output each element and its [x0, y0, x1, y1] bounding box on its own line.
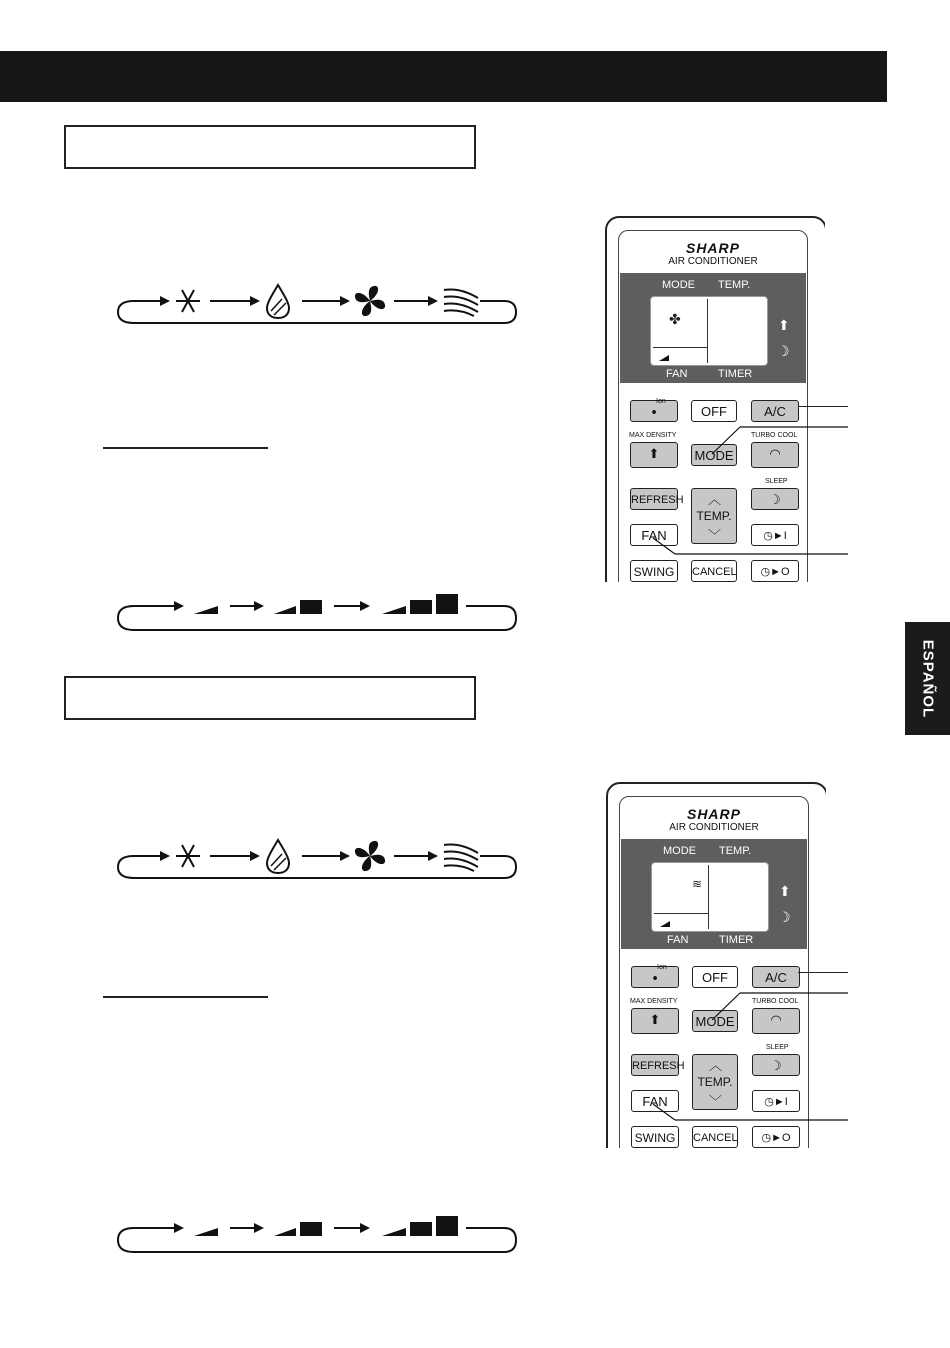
ion-button[interactable]: ꔷ	[631, 966, 679, 988]
brand-subtitle: AIR CONDITIONER	[669, 822, 759, 833]
display-fan-label: FAN	[667, 934, 689, 946]
airflow-icon	[444, 289, 478, 316]
moon-icon: ☽	[769, 492, 781, 507]
turbo-cool-label: TURBO COOL	[752, 998, 799, 1005]
gauge-icon: ◠	[769, 446, 781, 461]
temp-down-icon[interactable]: ﹀	[708, 528, 722, 543]
lcd-screen	[651, 862, 769, 932]
ac-button[interactable]: A/C	[752, 966, 800, 988]
ion-label: Ion	[656, 398, 666, 405]
display-panel	[620, 273, 806, 383]
clock-off-icon: ◷►O	[761, 1132, 791, 1144]
refresh-button[interactable]: REFRESH	[631, 1054, 679, 1076]
max-density-indicator-icon: ⬆	[779, 883, 791, 899]
lcd-screen	[650, 296, 768, 366]
max-density-indicator-icon: ⬆	[778, 317, 790, 333]
header-bar	[0, 51, 887, 102]
display-temp-label: TEMP.	[718, 279, 751, 291]
refresh-button[interactable]: REFRESH	[630, 488, 678, 510]
sleep-button[interactable]	[751, 488, 799, 510]
brand-subtitle: AIR CONDITIONER	[668, 256, 758, 267]
fan-level-indicator	[660, 921, 670, 927]
clock-on-icon: ◷►I	[764, 1096, 788, 1108]
callout-line-ac-1	[798, 406, 848, 407]
airflow-icon: ≋	[692, 877, 703, 891]
display-timer-label: TIMER	[718, 368, 753, 380]
snowflake-icon	[176, 845, 200, 867]
sleep-indicator-icon: ☽	[777, 343, 790, 359]
section-title-box-2	[64, 676, 476, 720]
callout-line-mode-2	[700, 990, 850, 1026]
sleep-button[interactable]	[752, 1054, 800, 1076]
callout-line-ac-2	[798, 972, 848, 973]
fan-level-1-icon	[194, 606, 218, 614]
brand-logo: SHARP	[685, 240, 740, 256]
language-tab	[905, 622, 950, 735]
fan-level-2-icon	[274, 1222, 322, 1236]
off-button[interactable]: OFF	[692, 966, 738, 988]
callout-line-fan-2	[645, 1102, 850, 1124]
display-timer-label: TIMER	[719, 934, 754, 946]
temp-label: TEMP.	[697, 1075, 733, 1089]
temp-up-icon[interactable]: ︿	[709, 1058, 723, 1073]
fan-icon	[355, 841, 385, 871]
fan-level-1-icon	[194, 1228, 218, 1236]
section-title-box-1	[64, 125, 476, 169]
fan-level-3-icon	[382, 594, 458, 614]
fan-level-3-icon	[382, 1216, 458, 1236]
max-density-button[interactable]	[631, 1008, 679, 1034]
callout-line-mode-1	[700, 424, 850, 460]
clock-on-icon: ◷►I	[763, 530, 787, 542]
fan-icon	[355, 286, 385, 316]
temp-down-icon[interactable]: ﹀	[709, 1094, 723, 1109]
gauge-icon: ◠	[770, 1012, 782, 1027]
display-mode-label: MODE	[662, 279, 695, 291]
fan-level-indicator	[659, 355, 669, 361]
off-button[interactable]: OFF	[691, 400, 737, 422]
timer-off-button[interactable]	[752, 1126, 800, 1148]
fan-level-2-icon	[274, 600, 322, 614]
display-panel	[621, 839, 807, 949]
sleep-label: SLEEP	[766, 1044, 789, 1051]
display-mode-label: MODE	[663, 845, 696, 857]
timer-off-button[interactable]	[751, 560, 799, 582]
mode-button[interactable]: MODE	[691, 444, 737, 466]
ion-button[interactable]: ꔷ	[630, 400, 678, 422]
max-density-label: MAX DENSITY	[629, 432, 677, 439]
turbo-cool-label: TURBO COOL	[751, 432, 798, 439]
mode-cycle-diagram-2	[110, 835, 530, 885]
droplet-icon	[267, 285, 289, 318]
subheading-underline-1	[103, 447, 268, 449]
cancel-button[interactable]: CANCEL	[691, 560, 737, 582]
sleep-label: SLEEP	[765, 478, 788, 485]
ion-label: Ion	[657, 964, 667, 971]
max-density-button[interactable]	[630, 442, 678, 468]
airflow-icon	[444, 844, 478, 871]
clock-off-icon: ◷►O	[760, 566, 790, 578]
sleep-indicator-icon: ☽	[778, 909, 791, 925]
swing-button[interactable]: SWING	[631, 1126, 679, 1148]
remote-control-2	[606, 782, 826, 1148]
mode-cycle-diagram-1	[110, 280, 530, 330]
snowflake-icon	[176, 290, 200, 312]
swing-button[interactable]: SWING	[630, 560, 678, 582]
fan-speed-cycle-diagram-1	[110, 592, 530, 638]
callout-line-fan-1	[645, 536, 850, 558]
fan-button[interactable]: FAN	[630, 524, 678, 546]
ac-button[interactable]: A/C	[751, 400, 799, 422]
remote-control-1	[605, 216, 825, 582]
cancel-button[interactable]: CANCEL	[692, 1126, 738, 1148]
temp-up-icon[interactable]: ︿	[708, 492, 722, 507]
fan-button[interactable]: FAN	[631, 1090, 679, 1112]
brand-logo: SHARP	[686, 806, 741, 822]
fan-speed-cycle-diagram-2	[110, 1214, 530, 1260]
fan-icon: ✤	[669, 311, 681, 327]
temp-label: TEMP.	[696, 509, 732, 523]
max-density-label: MAX DENSITY	[630, 998, 678, 1005]
droplet-icon	[267, 840, 289, 873]
display-fan-label: FAN	[666, 368, 688, 380]
mode-button[interactable]: MODE	[692, 1010, 738, 1032]
language-tab-label: ESPAÑOL	[919, 639, 936, 718]
up-arrow-icon: ⬆	[649, 1012, 661, 1027]
display-temp-label: TEMP.	[719, 845, 752, 857]
subheading-underline-2	[103, 996, 268, 998]
moon-icon: ☽	[770, 1058, 782, 1073]
up-arrow-icon: ⬆	[648, 446, 660, 461]
